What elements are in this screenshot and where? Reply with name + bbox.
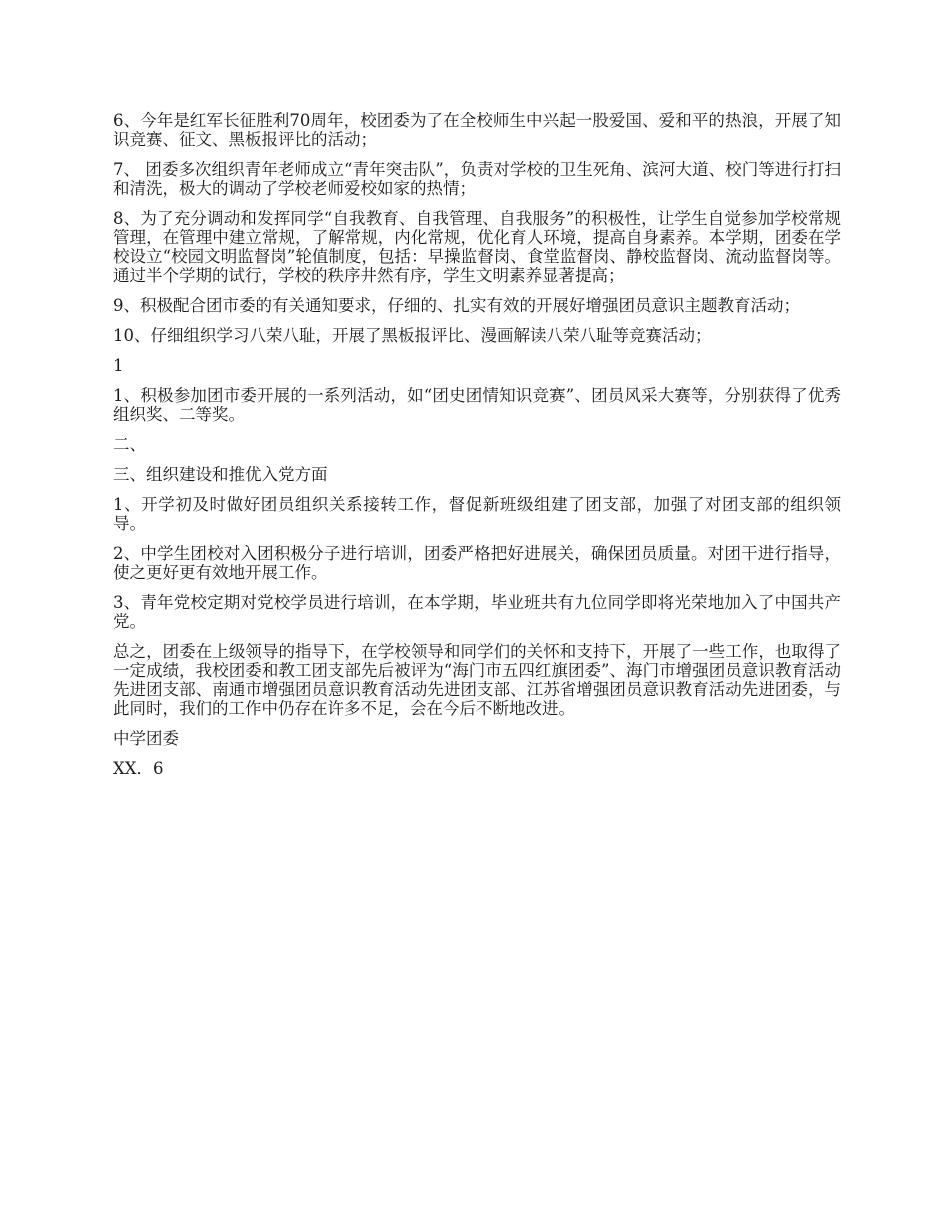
paragraph-org-1: 1、开学初及时做好团员组织关系接转工作，督促新班级组建了团支部，加强了对团支部的组织领导。 bbox=[113, 495, 841, 533]
paragraph-item-8: 8、为了充分调动和发挥同学“自我教育、自我管理、自我服务”的积极性，让学生自觉参加学校常规管理，在管理中建立常规，了解常规，内化常规，优化育人环境，提高自身素养。本学期，团委在学校设立“校园文明监督岗”轮值制度，包括：早操监督岗、食堂监督岗、静校监督岗、流动监督岗等。通过半个学期的试行，学校的秩序井然有序，学生文明素养显著提高； bbox=[113, 209, 841, 285]
section-number: 1 bbox=[113, 356, 124, 375]
paragraph-item-6: 6、今年是红军长征胜利70周年，校团委为了在全校师生中兴起一股爱国、爱和平的热浪，开展了知识竞赛、征文、黑板报评比的活动； bbox=[113, 111, 841, 149]
paragraph-summary: 总之，团委在上级领导的指导下，在学校领导和同学们的关怀和支持下，开展了一些工作，也取得了一定成绩，我校团委和教工团支部先后被评为“海门市五四红旗团委”、海门市增强团员意识教育活动先进团支部、南通市增强团员意识教育活动先进团支部、江苏省增强团员意识教育活动先进团委，与此同时，我们的工作中仍存在许多不足，会在今后不断地改进。 bbox=[113, 642, 841, 718]
paragraph-activity-award: 1、积极参加团市委开展的一系列活动，如“团史团情知识竞赛”、团员风采大赛等，分别获得了优秀组织奖、二等奖。 bbox=[113, 386, 841, 424]
signature-date: XX．6 bbox=[113, 759, 164, 778]
document-body bbox=[113, 111, 841, 789]
paragraph-item-10: 10、仔细组织学习八荣八耻，开展了黑板报评比、漫画解读八荣八耻等竞赛活动； bbox=[113, 326, 712, 345]
paragraph-org-3: 3、青年党校定期对党校学员进行培训，在本学期，毕业班共有九位同学即将光荣地加入了中国共产党。 bbox=[113, 593, 841, 631]
signature-organization: 中学团委 bbox=[113, 729, 179, 748]
paragraph-org-2: 2、中学生团校对入团积极分子进行培训，团委严格把好进展关，确保团员质量。对团干进行指导，使之更好更有效地开展工作。 bbox=[113, 544, 841, 582]
paragraph-item-7: 7、 团委多次组织青年老师成立“青年突击队”，负责对学校的卫生死角、滨河大道、校门等进行打扫和清洗，极大的调动了学校老师爱校如家的热情； bbox=[113, 160, 841, 198]
paragraph-item-9: 9、积极配合团市委的有关通知要求，仔细的、扎实有效的开展好增强团员意识主题教育活动； bbox=[113, 296, 800, 315]
section-heading-three: 三、组织建设和推优入党方面 bbox=[113, 465, 328, 484]
section-heading-two: 二、 bbox=[113, 435, 146, 454]
